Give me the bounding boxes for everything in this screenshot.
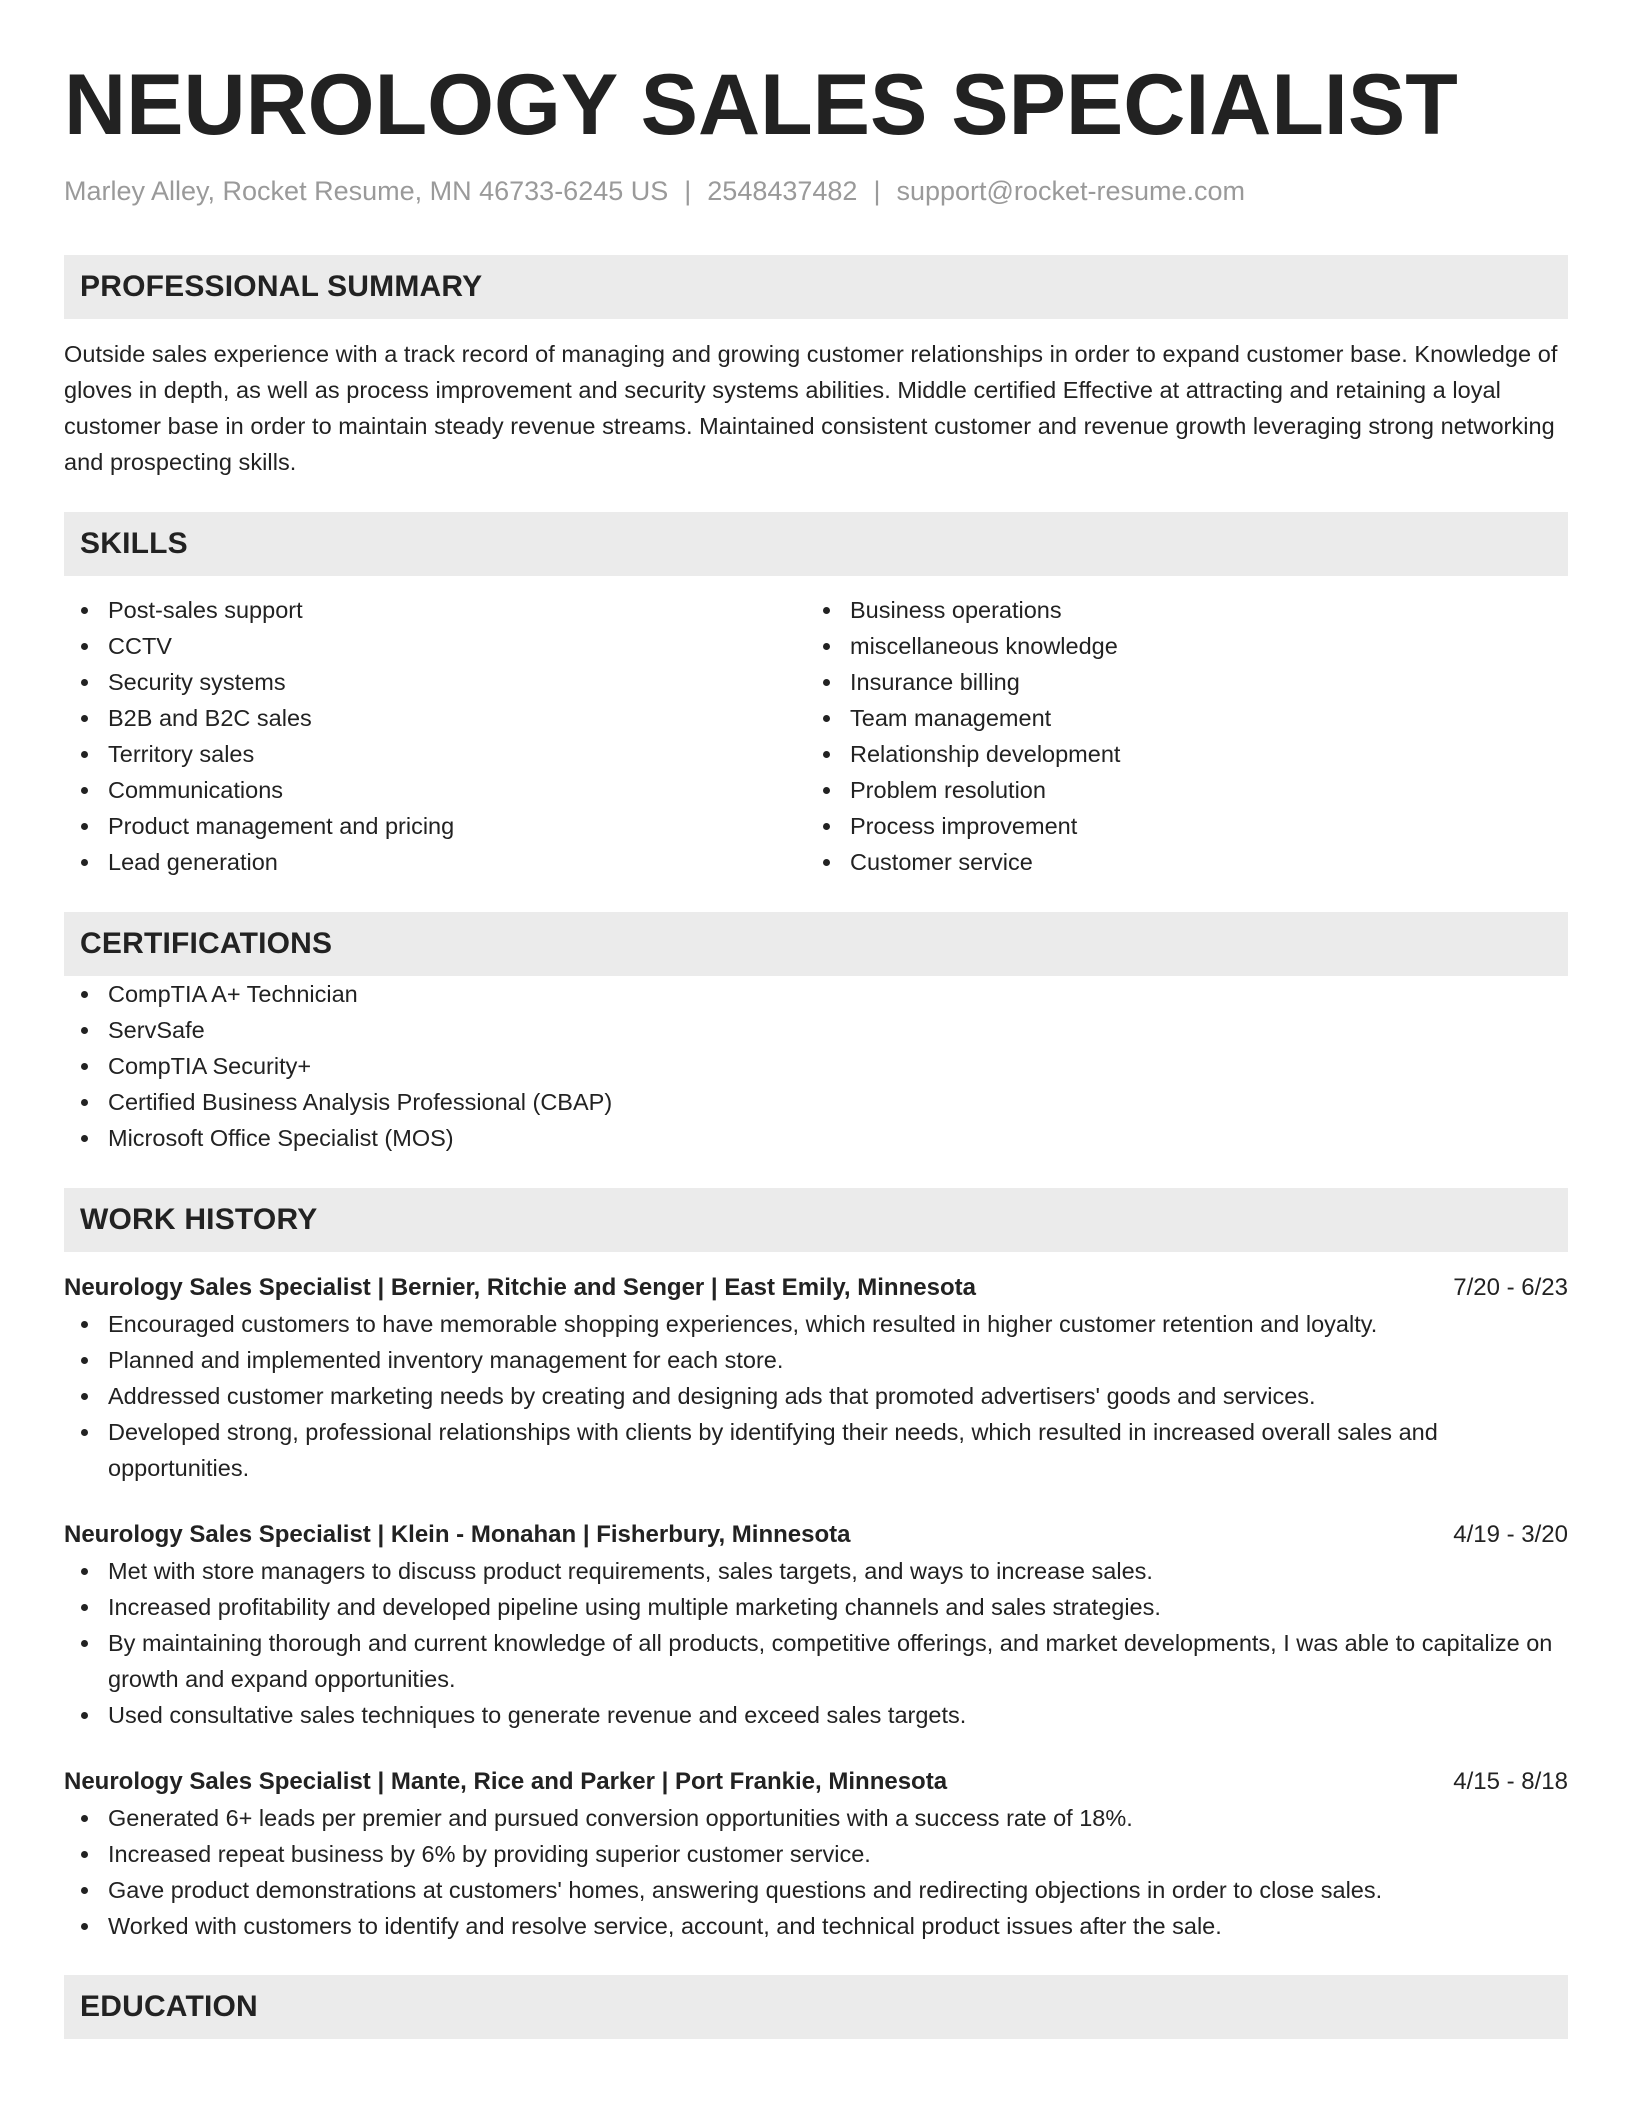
skill-item: Customer service [806, 844, 1548, 880]
skill-item: Post-sales support [64, 592, 806, 628]
job-dates: 4/19 - 3/20 [1453, 1521, 1568, 1548]
skill-item: Insurance billing [806, 664, 1548, 700]
job-bullet: Planned and implemented inventory management for each store. [64, 1342, 1568, 1378]
job-entry [64, 1517, 1568, 1733]
job-bullet: Used consultative sales techniques to generate revenue and exceed sales targets. [64, 1697, 1568, 1733]
job-header [64, 1270, 1568, 1306]
section-heading-certifications: CERTIFICATIONS [64, 912, 1568, 976]
skill-item: Territory sales [64, 736, 806, 772]
job-bullet: Encouraged customers to have memorable shopping experiences, which resulted in higher customer retention and loyalty. [64, 1306, 1568, 1342]
skill-item: Product management and pricing [64, 808, 806, 844]
certifications-list [64, 976, 1568, 1156]
job-bullets [64, 1553, 1568, 1733]
skill-item: Team management [806, 700, 1548, 736]
job-title: Neurology Sales Specialist | Klein - Monahan | Fisherbury, Minnesota [64, 1521, 851, 1548]
job-dates: 7/20 - 6/23 [1453, 1274, 1568, 1301]
contact-address: Marley Alley, Rocket Resume, MN 46733-6245 US [64, 176, 669, 206]
job-header [64, 1517, 1568, 1553]
job-entry [64, 1764, 1568, 1944]
skills-grid [64, 592, 1568, 880]
job-header [64, 1764, 1568, 1800]
job-bullets [64, 1800, 1568, 1944]
skill-item: Process improvement [806, 808, 1548, 844]
job-entry [64, 1270, 1568, 1486]
job-bullet: Addressed customer marketing needs by creating and designing ads that promoted advertisers' goods and services. [64, 1378, 1568, 1414]
certification-item: CompTIA Security+ [64, 1048, 1568, 1084]
section-heading-skills: SKILLS [64, 512, 1568, 576]
skills-column-right [806, 592, 1548, 880]
certification-item: CompTIA A+ Technician [64, 976, 1568, 1012]
contact-line [64, 178, 1568, 205]
contact-separator: | [873, 176, 881, 206]
skill-item: Communications [64, 772, 806, 808]
section-heading-work-history: WORK HISTORY [64, 1188, 1568, 1252]
resume-title: NEUROLOGY SALES SPECIALIST [64, 57, 1458, 153]
job-bullet: By maintaining thorough and current knowledge of all products, competitive offerings, and market developments, I was able to capitalize on growth and expand opportunities. [64, 1625, 1568, 1697]
section-heading-summary: PROFESSIONAL SUMMARY [64, 255, 1568, 319]
skills-list-right [806, 592, 1548, 880]
skills-column-left [64, 592, 806, 880]
skill-item: Lead generation [64, 844, 806, 880]
skill-item: Security systems [64, 664, 806, 700]
job-title: Neurology Sales Specialist | Bernier, Ritchie and Senger | East Emily, Minnesota [64, 1274, 976, 1301]
job-title: Neurology Sales Specialist | Mante, Rice and Parker | Port Frankie, Minnesota [64, 1768, 948, 1795]
summary-text: Outside sales experience with a track record of managing and growing customer relationships in order to expand customer base. Knowledge of gloves in depth, as well as process improvement and security systems abilities. Middle certified Effective at attracting and retaining a loyal customer base in order to maintain steady revenue streams. Maintained consistent customer and revenue growth leveraging strong networking and prospecting skills. [64, 341, 1558, 475]
job-bullet: Gave product demonstrations at customers' homes, answering questions and redirecting objections in order to close sales. [64, 1872, 1568, 1908]
certification-item: Certified Business Analysis Professional (CBAP) [64, 1084, 1568, 1120]
skill-item: Business operations [806, 592, 1548, 628]
skill-item: B2B and B2C sales [64, 700, 806, 736]
job-bullet: Increased repeat business by 6% by providing superior customer service. [64, 1836, 1568, 1872]
job-bullet: Worked with customers to identify and resolve service, account, and technical product issues after the sale. [64, 1908, 1568, 1944]
skill-item: Problem resolution [806, 772, 1548, 808]
skill-item: miscellaneous knowledge [806, 628, 1548, 664]
skill-item: CCTV [64, 628, 806, 664]
job-bullet: Generated 6+ leads per premier and pursued conversion opportunities with a success rate of 18%. [64, 1800, 1568, 1836]
contact-separator: | [684, 176, 692, 206]
job-bullets [64, 1306, 1568, 1486]
contact-phone: 2548437482 [707, 176, 858, 206]
skills-list-left [64, 592, 806, 880]
contact-email: support@rocket-resume.com [896, 176, 1245, 206]
certification-item: ServSafe [64, 1012, 1568, 1048]
job-bullet: Increased profitability and developed pipeline using multiple marketing channels and sales strategies. [64, 1589, 1568, 1625]
certification-item: Microsoft Office Specialist (MOS) [64, 1120, 1568, 1156]
job-bullet: Developed strong, professional relationships with clients by identifying their needs, which resulted in increased overall sales and opportunities. [64, 1414, 1568, 1486]
skill-item: Relationship development [806, 736, 1548, 772]
section-heading-education: EDUCATION [64, 1975, 1568, 2039]
job-dates: 4/15 - 8/18 [1453, 1768, 1568, 1795]
job-bullet: Met with store managers to discuss product requirements, sales targets, and ways to increase sales. [64, 1553, 1568, 1589]
